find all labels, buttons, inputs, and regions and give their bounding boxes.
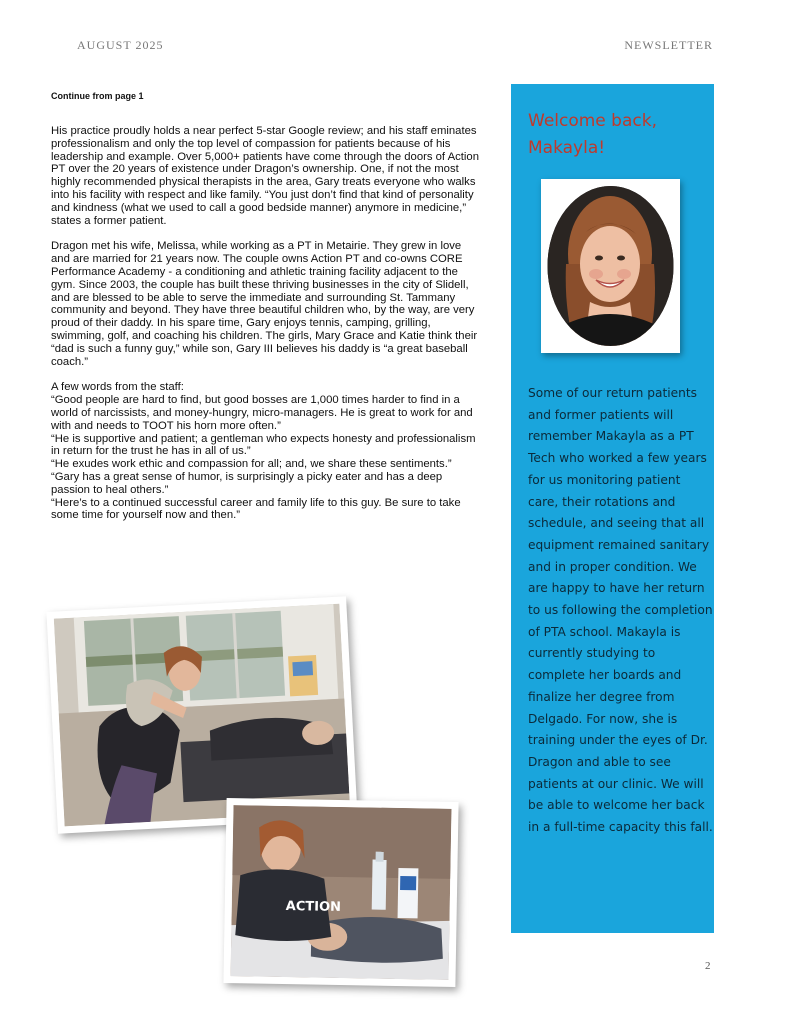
staff-quote: “Here’s to a continued successful career and family life to this guy. Be sure to take some time for yourself now and then.” [51,496,461,522]
article-body [51,125,481,522]
page-number: 2 [705,960,711,972]
sidebar-body-text: Some of our return patients and former patients will remember Makayla as a PT Tech who worked a few years for us monitoring patient care, their rotations and schedule, and seeing that all equipment remained sanitary and in proper condition. We are happy to have her return to us following the completion of PTA school. Makayla is currently studying to complete her boards and finalize her degree from Delgado. For now, she is training under the eyes of Dr. Dragon and able to see patients at our clinic. We will be able to welcome her back in a full-time capacity this fall. [528,386,713,835]
staff-quote: “Gary has a great sense of humor, is surprisingly a picky eater and has a deep passion to heal others.” [51,470,443,496]
staff-quote: “He exudes work ethic and compassion for all; and, we share these sentiments.” [51,458,452,471]
issue-date: AUGUST 2025 [77,38,164,52]
portrait-image [546,184,675,348]
sidebar-title-line-2: Makayla! [528,138,606,158]
portrait-photo [541,179,680,353]
sidebar-title-line-1: Welcome back, [528,111,657,131]
treatment-photo-1 [46,596,357,833]
staff-quote: “Good people are hard to find, but good bosses are 1,000 times harder to find in a world of narcissists, and money-hungry, micro-managers. He is great to work for and with and needs to TOOT his horn more often.” [51,394,473,432]
shirt-logo-text: ACTION [285,899,342,916]
article-paragraph-1: His practice proudly holds a near perfect 5-star Google review; and his staff eminates professionalism and only the top level of compassion for patients because of his leadership and example. Over 5,000+ patients have come through the doors of Action PT over the 20 years of existence under Dragon’s ownership. One, if not the most highly recommended physical therapists in the area, Gary treats everyone who walks into his facility with respect and like family. “You just don’t find that kind of personality and kindness (what we used to call a good bedside manner) anymore in medicine,” states a former patient. [51,125,479,227]
staff-intro: A few words from the staff: [51,381,184,394]
treatment-image-1 [54,604,350,827]
treatment-photo-2 [223,798,458,987]
treatment-image-2 [231,805,452,980]
sidebar-title [528,108,657,162]
publication-title: NEWSLETTER [624,38,713,52]
article-paragraph-2: Dragon met his wife, Melissa, while working as a PT in Metairie. They grew in love and are married for 21 years now. The couple owns Action PT and co-owns CORE Performance Academy - a conditioning and athletic training facility adjacent to the gym. Since 2003, the couple has built these thriving businesses in the city of Slidell, and are blessed to be able to serve the immediate and surrounding St. Tammany community and beyond. They have three beautiful children who, by the way, are very proud of their daddy. In his spare time, Gary enjoys tennis, camping, grilling, swimming, golf, and coaching his children. The girls, Mary Grace and Katie think their “dad is such a funny guy,” while son, Gary III believes his daddy is “a great baseball coach.” [51,240,478,368]
staff-quote: “He is supportive and patient; a gentleman who expects honesty and professionalism in return for the trust he has in all of us.” [51,432,476,458]
welcome-sidebar [511,84,714,933]
continued-note: Continue from page 1 [51,91,144,101]
